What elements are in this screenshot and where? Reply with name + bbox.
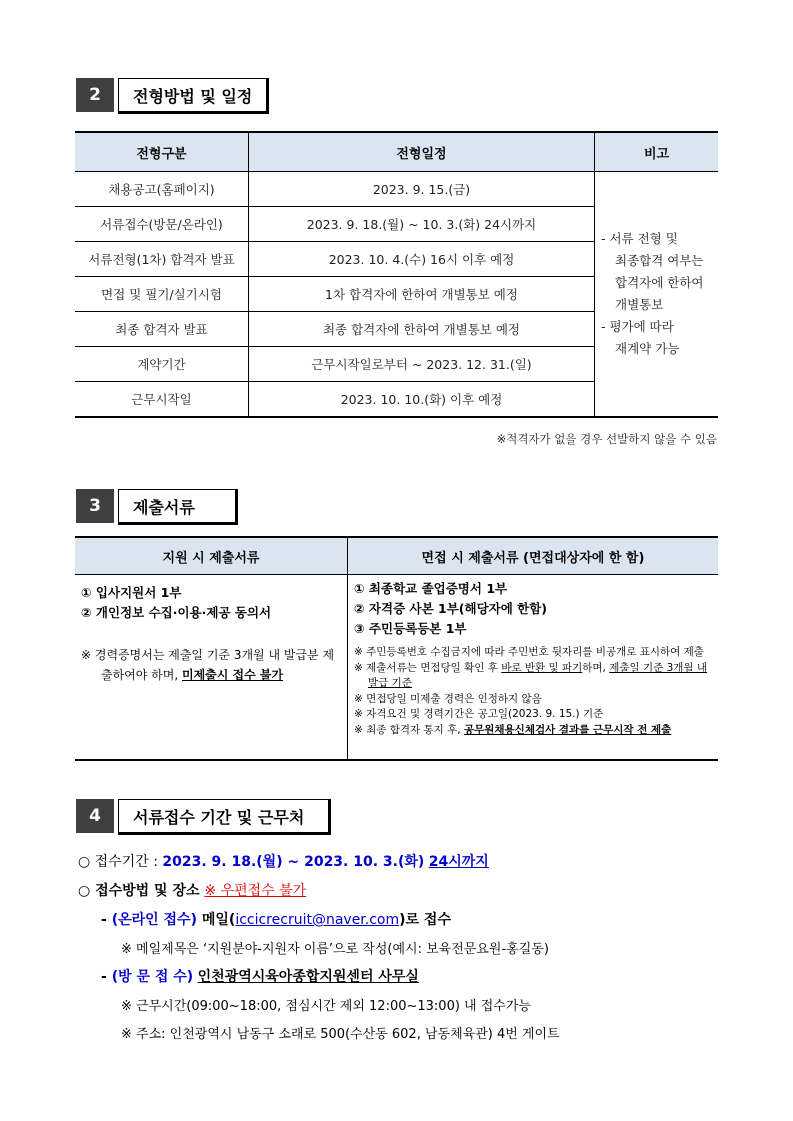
col-header-type: 전형구분 <box>75 132 249 172</box>
note-line: 재계약 가능 <box>615 341 680 356</box>
note-line: 개별통보 <box>615 297 664 312</box>
interview-note-text: ※ 최종 합격자 통지 후, <box>354 723 464 736</box>
no-mail-warning: ※ 우편접수 불가 <box>204 883 307 899</box>
row-type: 채용공고(홈페이지) <box>75 172 249 207</box>
col-header-apply-docs: 지원 시 제출서류 <box>75 537 348 575</box>
visit-receipt: - (방 문 접 수) 인천광역시육아종합지원센터 사무실 <box>101 969 419 985</box>
interview-note <box>354 723 714 739</box>
section-2-number: 2 <box>76 78 114 112</box>
row-schedule: 최종 합격자에 한하여 개별통보 예정 <box>249 312 595 347</box>
col-header-note: 비고 <box>595 132 719 172</box>
schedule-table <box>75 131 718 418</box>
apply-doc-item: ② 개인정보 수집·이용·제공 동의서 <box>81 605 272 620</box>
apply-doc-item: ① 입사지원서 1부 <box>81 585 182 600</box>
note-line: - 평가에 따라 <box>601 319 674 334</box>
visit-place: 인천광역시육아종합지원센터 사무실 <box>197 969 419 985</box>
interview-docs-cell <box>348 575 719 761</box>
interview-note-emphasis: 공무원채용신체검사 결과를 근무시작 전 제출 <box>463 723 672 736</box>
row-type: 서류전형(1차) 합격자 발표 <box>75 242 249 277</box>
interview-note: ※ 면접당일 미제출 경력은 인정하지 않음 <box>354 692 542 705</box>
mail-subject-note: ※ 메일제목은 ‘지원분야-지원자 이름’으로 작성(예시: 보육전문요원-홍길동) <box>121 942 549 957</box>
interview-doc-item: ① 최종학교 졸업증명서 1부 <box>354 581 508 596</box>
section-3-number: 3 <box>76 489 114 523</box>
section-4-number: 4 <box>76 799 114 833</box>
receipt-method-label: ○ 접수방법 및 장소 <box>78 883 205 899</box>
row-schedule: 2023. 10. 4.(수) 16시 이후 예정 <box>249 242 595 277</box>
row-schedule: 1차 합격자에 한하여 개별통보 예정 <box>249 277 595 312</box>
documents-table <box>75 536 718 761</box>
interview-doc-item: ② 자격증 사본 1부(해당자에 한함) <box>354 601 548 616</box>
section-3-header <box>76 489 238 523</box>
row-type: 서류접수(방문/온라인) <box>75 207 249 242</box>
row-schedule: 2023. 9. 18.(월) ~ 10. 3.(화) 24시까지 <box>249 207 595 242</box>
note-line: 최종합격 여부는 <box>615 253 704 268</box>
receipt-method <box>78 880 306 900</box>
address-note: ※ 주소: 인천광역시 남동구 소래로 500(수산동 602, 남동체육관) 4번 게이트 <box>121 1027 560 1042</box>
receipt-period-tail: 24시까지 <box>428 854 489 870</box>
apply-note-emphasis: 미제출시 접수 불가 <box>182 668 284 682</box>
note-line: - 서류 전형 및 <box>601 231 678 246</box>
interview-note-text: ※ 제출서류는 면접당일 확인 후 <box>354 661 502 674</box>
interview-note-underline: 바로 반환 및 파기 <box>501 661 583 674</box>
row-type: 최종 합격자 발표 <box>75 312 249 347</box>
section-3-title: 제출서류 <box>118 489 238 525</box>
section-2-header <box>76 78 269 112</box>
section-4-title: 서류접수 기간 및 근무처 <box>118 799 331 835</box>
row-type: 계약기간 <box>75 347 249 382</box>
row-schedule: 2023. 10. 10.(화) 이후 예정 <box>249 382 595 418</box>
receipt-period-value: 2023. 9. 18.(월) ~ 2023. 10. 3.(화) <box>162 854 425 870</box>
apply-docs-cell <box>75 575 348 761</box>
row-schedule: 근무시작일로부터 ~ 2023. 12. 31.(일) <box>249 347 595 382</box>
online-receipt: - (온라인 접수) 메일(iccicrecruit@naver.com)로 접수 <box>101 912 451 928</box>
section-4-header <box>76 799 331 833</box>
interview-note: ※ 주민등록번호 수집금지에 따라 주민번호 뒷자리를 비공개로 표시하여 제출 <box>354 646 704 658</box>
visit-receipt-label: (방 문 접 수) <box>111 969 194 985</box>
col-header-interview-docs: 면접 시 제출서류 (면접대상자에 한 함) <box>348 537 719 575</box>
table-row <box>75 172 718 207</box>
apply-note-text: ※ 경력증명서는 제출일 기준 3개월 내 발급분 제출하여야 하며, <box>81 648 335 682</box>
apply-note <box>81 645 343 685</box>
interview-doc-item: ③ 주민등록등본 1부 <box>354 621 467 636</box>
receipt-period-label: ○ 접수기간 : <box>78 854 163 870</box>
interview-note: ※ 자격요건 및 경력기간은 공고일(2023. 9. 15.) 기준 <box>354 708 604 720</box>
interview-note-text: 하며, <box>582 661 610 674</box>
row-type: 면접 및 필기/실기시험 <box>75 277 249 312</box>
online-receipt-text: 메일( <box>196 912 236 928</box>
section-2-title: 전형방법 및 일정 <box>118 78 269 114</box>
online-receipt-text: )로 접수 <box>399 912 451 928</box>
note-cell <box>595 172 719 418</box>
schedule-footnote: ※적격자가 없을 경우 선발하지 않을 수 있음 <box>496 432 717 446</box>
interview-note-underline: 제출일 기준 3개월 내 발급 기준 <box>368 661 708 689</box>
row-type: 근무시작일 <box>75 382 249 418</box>
interview-note <box>354 661 714 692</box>
row-schedule: 2023. 9. 15.(금) <box>249 172 595 207</box>
note-line: 합격자에 한하여 <box>615 275 704 290</box>
hours-note: ※ 근무시간(09:00~18:00, 점심시간 제외 12:00~13:00) 내 접수가능 <box>121 999 531 1014</box>
col-header-schedule: 전형일정 <box>249 132 595 172</box>
email-link[interactable]: iccicrecruit@naver.com <box>235 912 400 928</box>
online-receipt-label: (온라인 접수) <box>111 912 197 928</box>
receipt-period <box>78 851 489 871</box>
